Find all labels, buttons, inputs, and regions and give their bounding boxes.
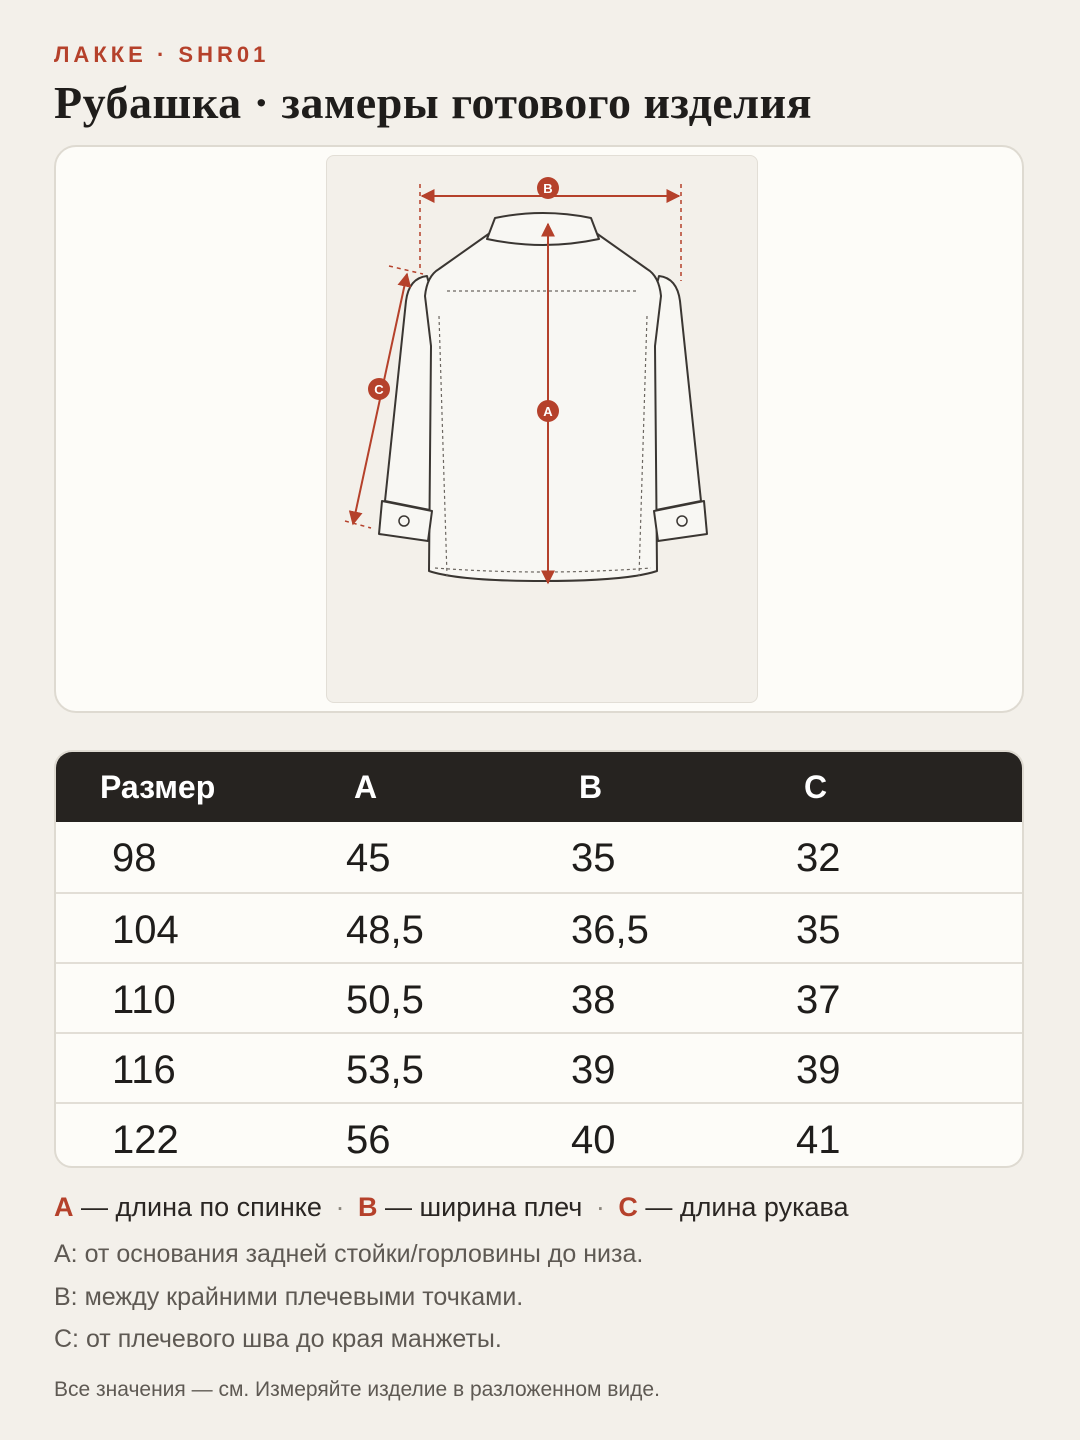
legend-b-key: B [357,1192,378,1222]
badge-c [368,378,390,400]
cell-size: 122 [112,1118,179,1162]
legend-separator: · [595,1192,605,1222]
legend-c-key: C [618,1192,638,1222]
cell-size: 98 [112,836,157,880]
brand-label: ЛАККЕ · SHR01 [54,42,270,67]
header-size: Размер [100,769,216,805]
badge-b-label: B [543,181,553,196]
shirt-collar [487,213,599,245]
cell-b: 36,5 [571,908,649,952]
cell-size: 116 [112,1048,176,1092]
cell-a: 56 [346,1118,391,1162]
badge-c-label: C [374,382,384,397]
cell-b: 39 [571,1048,616,1092]
legend-b-text: — ширина плеч [384,1192,583,1222]
table-row [56,1102,1022,1168]
header-a: A [354,769,378,805]
note-c: C: от плечевого шва до края манжеты. [54,1325,502,1353]
badge-a-label: A [543,404,553,419]
cell-a: 50,5 [346,978,424,1022]
cell-c: 35 [796,908,841,952]
table-row [56,962,1022,1032]
cell-c: 39 [796,1048,841,1092]
footer-note: Все значения — см. Измеряйте изделие в разложенном виде. [54,1378,660,1401]
cell-a: 48,5 [346,908,424,952]
cell-c: 32 [796,836,841,880]
table-row [56,1032,1022,1102]
cell-size: 110 [112,978,176,1022]
legend [54,1192,849,1223]
cell-b: 40 [571,1118,616,1162]
cell-b: 38 [571,978,616,1022]
table-row [56,892,1022,962]
table-header [56,752,1022,822]
cell-a: 53,5 [346,1048,424,1092]
cell-a: 45 [346,836,391,880]
header-c: C [804,769,828,805]
badge-b [537,177,559,199]
badge-a [537,400,559,422]
cell-c: 41 [796,1118,841,1162]
shirt-drawing [327,156,759,704]
legend-c-text: — длина рукава [645,1192,849,1222]
shirt-diagram [326,155,758,703]
legend-a-text: — длина по спинке [81,1192,322,1222]
cell-b: 35 [571,836,616,880]
header-b: B [579,769,603,805]
legend-a-key: A [54,1192,74,1222]
legend-separator: · [335,1192,345,1222]
garment-figure-card [54,145,1024,713]
note-a: A: от основания задней стойки/горловины до низа. [54,1240,644,1268]
page-title: Рубашка · замеры готового изделия [54,77,813,128]
table-row [56,822,1022,892]
note-b: B: между крайними плечевыми точками. [54,1283,524,1311]
cell-size: 104 [112,908,179,952]
cell-c: 37 [796,978,841,1022]
size-table [54,750,1024,1168]
